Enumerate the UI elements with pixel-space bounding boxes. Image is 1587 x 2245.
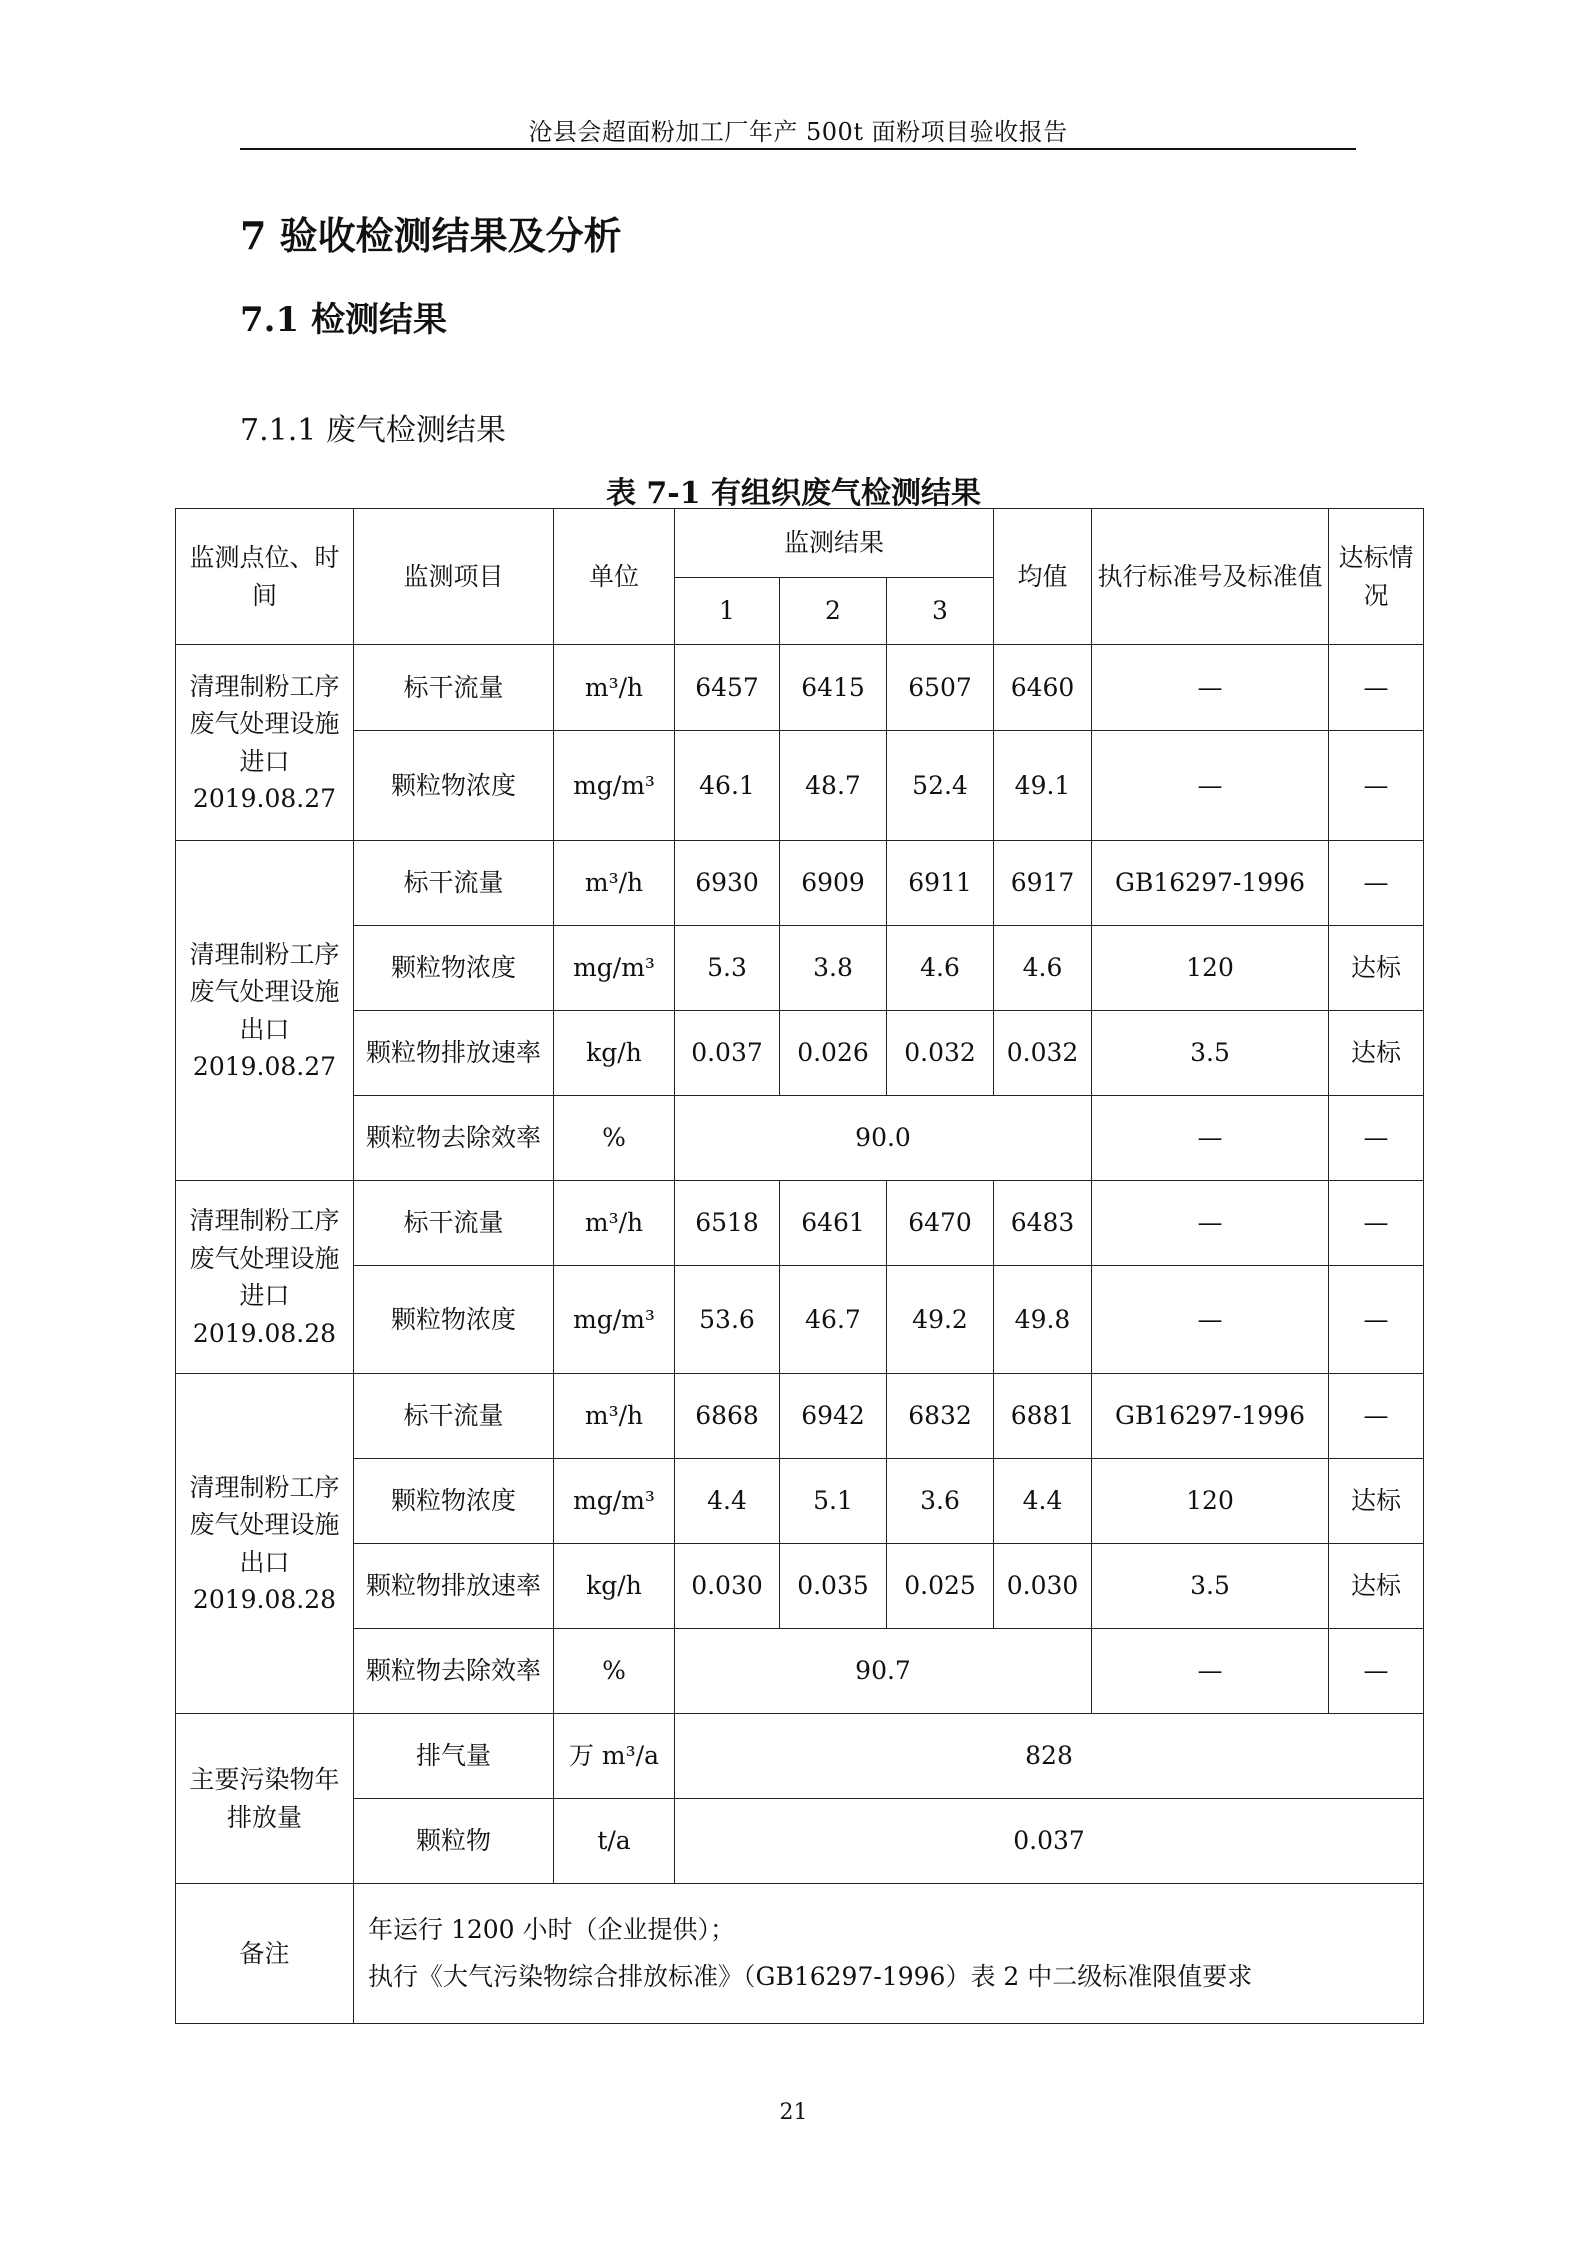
table-row [176,1544,1424,1629]
standard-cell: GB16297-1996 [1092,841,1329,926]
run2-cell: 48.7 [780,731,887,841]
header-run-2: 2 [780,578,887,645]
compliance-cell: — [1329,1374,1424,1459]
item-cell: 颗粒物浓度 [354,926,554,1011]
item-cell: 颗粒物去除效率 [354,1096,554,1181]
location-cell: 清理制粉工序废气处理设施出口2019.08.27 [176,841,354,1181]
unit-cell: kg/h [554,1544,675,1629]
unit-cell: mg/m³ [554,926,675,1011]
header-unit: 单位 [554,509,675,645]
mean-cell: 4.4 [994,1459,1092,1544]
run1-cell: 6457 [675,645,780,731]
run1-cell: 5.3 [675,926,780,1011]
run2-cell: 0.035 [780,1544,887,1629]
unit-cell: m³/h [554,645,675,731]
table-row [176,1181,1424,1266]
run2-cell: 6942 [780,1374,887,1459]
item-cell: 颗粒物浓度 [354,1459,554,1544]
table-header-row [176,509,1424,578]
compliance-cell: — [1329,1266,1424,1374]
location-cell: 清理制粉工序废气处理设施出口2019.08.28 [176,1374,354,1714]
mean-cell: 6917 [994,841,1092,926]
compliance-cell: 达标 [1329,1459,1424,1544]
unit-cell: mg/m³ [554,731,675,841]
standard-cell: 3.5 [1092,1544,1329,1629]
table-row [176,1266,1424,1374]
notes-content-cell [354,1884,1424,2024]
notes-line-2: 执行《大气污染物综合排放标准》（GB16297-1996）表 2 中二级标准限值要求 [368,1961,1253,1991]
run2-cell: 6909 [780,841,887,926]
run2-cell: 6415 [780,645,887,731]
item-cell: 颗粒物排放速率 [354,1544,554,1629]
unit-cell: t/a [554,1799,675,1884]
run3-cell: 6832 [887,1374,994,1459]
table-row [176,1011,1424,1096]
table-row [176,1374,1424,1459]
run2-cell: 6461 [780,1181,887,1266]
compliance-cell: — [1329,841,1424,926]
mean-cell: 6881 [994,1374,1092,1459]
run2-cell: 5.1 [780,1459,887,1544]
table-row [176,926,1424,1011]
efficiency-value-cell: 90.7 [675,1629,1092,1714]
mean-cell: 4.6 [994,926,1092,1011]
header-item: 监测项目 [354,509,554,645]
page-number: 21 [779,2100,808,2125]
unit-cell: % [554,1096,675,1181]
item-cell: 颗粒物去除效率 [354,1629,554,1714]
unit-cell: mg/m³ [554,1266,675,1374]
running-header: 沧县会超面粉加工厂年产 500t 面粉项目验收报告 [528,118,1068,146]
run3-cell: 52.4 [887,731,994,841]
run1-cell: 0.037 [675,1011,780,1096]
location-cell: 清理制粉工序废气处理设施进口2019.08.28 [176,1181,354,1374]
header-rule [240,148,1356,150]
item-cell: 颗粒物浓度 [354,1266,554,1374]
run3-cell: 6507 [887,645,994,731]
standard-cell: 3.5 [1092,1011,1329,1096]
item-cell: 颗粒物浓度 [354,731,554,841]
run1-cell: 0.030 [675,1544,780,1629]
run3-cell: 3.6 [887,1459,994,1544]
item-cell: 颗粒物排放速率 [354,1011,554,1096]
standard-cell: — [1092,645,1329,731]
mean-cell: 49.8 [994,1266,1092,1374]
table-row [176,1459,1424,1544]
unit-cell: % [554,1629,675,1714]
item-cell: 标干流量 [354,841,554,926]
notes-row [176,1884,1424,2024]
standard-cell: — [1092,1266,1329,1374]
table-row [176,731,1424,841]
table-row [176,1096,1424,1181]
header-run-1: 1 [675,578,780,645]
header-location-time: 监测点位、时间 [176,509,354,645]
compliance-cell: — [1329,731,1424,841]
standard-cell: — [1092,1629,1329,1714]
mean-cell: 6460 [994,645,1092,731]
emission-results-table [175,508,1424,2024]
unit-cell: m³/h [554,1374,675,1459]
efficiency-value-cell: 90.0 [675,1096,1092,1181]
standard-cell: — [1092,1096,1329,1181]
subsubsection-title: 7.1.1 废气检测结果 [240,413,506,448]
compliance-cell: — [1329,645,1424,731]
header-standard: 执行标准号及标准值 [1092,509,1329,645]
compliance-cell: — [1329,1096,1424,1181]
item-cell: 排气量 [354,1714,554,1799]
run3-cell: 4.6 [887,926,994,1011]
compliance-cell: — [1329,1181,1424,1266]
run1-cell: 6868 [675,1374,780,1459]
mean-cell: 0.032 [994,1011,1092,1096]
totals-value-cell: 828 [675,1714,1424,1799]
mean-cell: 6483 [994,1181,1092,1266]
item-cell: 颗粒物 [354,1799,554,1884]
unit-cell: kg/h [554,1011,675,1096]
mean-cell: 49.1 [994,731,1092,841]
run1-cell: 53.6 [675,1266,780,1374]
item-cell: 标干流量 [354,1181,554,1266]
notes-label-cell: 备注 [176,1884,354,2024]
compliance-cell: — [1329,1629,1424,1714]
standard-cell: 120 [1092,1459,1329,1544]
run1-cell: 6930 [675,841,780,926]
item-cell: 标干流量 [354,1374,554,1459]
table-row [176,1799,1424,1884]
unit-cell: mg/m³ [554,1459,675,1544]
unit-cell: 万 m³/a [554,1714,675,1799]
section-title: 7 验收检测结果及分析 [240,213,622,258]
header-results: 监测结果 [675,509,994,578]
run2-cell: 0.026 [780,1011,887,1096]
table-row [176,1629,1424,1714]
compliance-cell: 达标 [1329,1544,1424,1629]
run1-cell: 6518 [675,1181,780,1266]
item-cell: 标干流量 [354,645,554,731]
table-row [176,645,1424,731]
run2-cell: 3.8 [780,926,887,1011]
unit-cell: m³/h [554,1181,675,1266]
totals-label-cell: 主要污染物年排放量 [176,1714,354,1884]
table-caption: 表 7-1 有组织废气检测结果 [605,476,982,511]
standard-cell: 120 [1092,926,1329,1011]
unit-cell: m³/h [554,841,675,926]
mean-cell: 0.030 [994,1544,1092,1629]
standard-cell: GB16297-1996 [1092,1374,1329,1459]
run3-cell: 6470 [887,1181,994,1266]
header-mean: 均值 [994,509,1092,645]
location-cell: 清理制粉工序废气处理设施进口2019.08.27 [176,645,354,841]
table-row [176,1714,1424,1799]
run1-cell: 4.4 [675,1459,780,1544]
table-row [176,841,1424,926]
compliance-cell: 达标 [1329,1011,1424,1096]
standard-cell: — [1092,1181,1329,1266]
header-compliance: 达标情况 [1329,509,1424,645]
run3-cell: 0.032 [887,1011,994,1096]
subsection-title: 7.1 检测结果 [240,300,447,340]
run1-cell: 46.1 [675,731,780,841]
standard-cell: — [1092,731,1329,841]
run3-cell: 0.025 [887,1544,994,1629]
run2-cell: 46.7 [780,1266,887,1374]
notes-line-1: 年运行 1200 小时（企业提供）； [368,1915,736,1945]
run3-cell: 6911 [887,841,994,926]
totals-value-cell: 0.037 [675,1799,1424,1884]
header-run-3: 3 [887,578,994,645]
run3-cell: 49.2 [887,1266,994,1374]
compliance-cell: 达标 [1329,926,1424,1011]
